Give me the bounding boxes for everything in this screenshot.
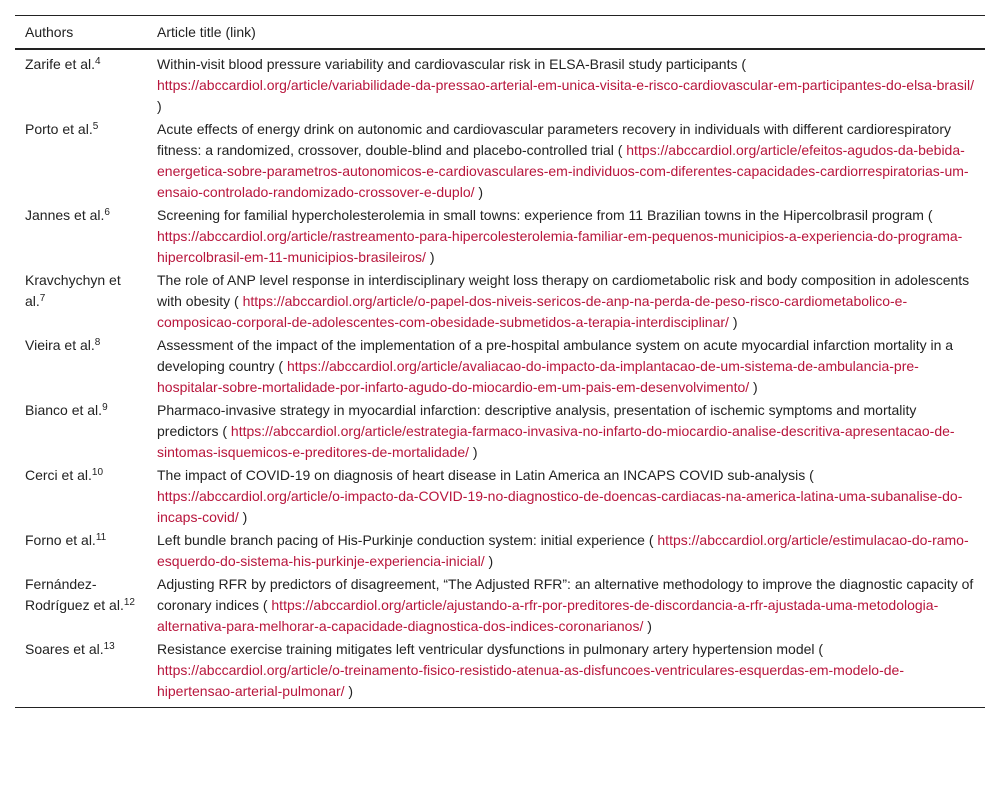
table-row — [15, 49, 985, 118]
article-link[interactable]: https://abccardiol.org/article/ajustando-a-rfr-por-preditores-de-discordancia-a-rfr-ajustada-uma-metodologia-alternativa-para-melhorar-a-capacidade-diagnostica-dos-indices-coronarianos/ — [157, 597, 939, 634]
author-cell — [15, 269, 147, 334]
author-name: Kravchychyn et al. — [25, 272, 121, 309]
article-link[interactable]: https://abccardiol.org/article/efeitos-agudos-da-bebida-energetica-sobre-parametros-autonomicos-e-cardiovasculares-em-individuos-com-diferentes-capacidades-cardiorrespiratorias-um-ensaio-controlado-randomizado-crossover-e-duplo/ — [157, 142, 969, 200]
author-cell — [15, 334, 147, 399]
author-name: Cerci et al. — [25, 467, 92, 483]
table-row — [15, 464, 985, 529]
article-title: Left bundle branch pacing of His-Purkinje conduction system: initial experience — [157, 532, 645, 548]
title-cell: The impact of COVID-19 on diagnosis of heart disease in Latin America an INCAPS COVID sub-analysis ( https://abccardiol.org/article/o-impacto-da-COVID-19-no-diagnostico-de-doencas-cardiacas-na-america-latina-uma-subanalise-do-incaps-covid/ ) — [157, 467, 963, 525]
author-cell — [15, 638, 147, 708]
article-link[interactable]: https://abccardiol.org/article/estrategia-farmaco-invasiva-no-infarto-do-miocardio-analise-descritiva-apresentacao-de-sintomas-isquemicos-e-preditores-de-mortalidade/ — [157, 423, 955, 460]
author-name: Vieira et al. — [25, 337, 95, 353]
article-link[interactable]: https://abccardiol.org/article/variabilidade-da-pressao-arterial-em-unica-visita-e-risco-cardiovascular-em-participantes-do-elsa-brasil/ — [157, 77, 974, 93]
reference-number: 7 — [39, 293, 46, 304]
reference-number: 6 — [104, 207, 110, 218]
article-link[interactable]: https://abccardiol.org/article/o-treinamento-fisico-resistido-atenua-as-disfuncoes-ventriculares-esquerdas-em-modelo-de-hipertensao-arterial-pulmonar/ — [157, 662, 904, 699]
reference-number: 13 — [103, 641, 115, 652]
table-row — [15, 118, 985, 204]
author-name: Zarife et al. — [25, 56, 96, 72]
reference-number: 10 — [91, 467, 104, 478]
author-name: Jannes et al. — [25, 207, 105, 223]
article-title: The role of ANP level response in interdisciplinary weight loss therapy on cardiometabolic risk and body composition in adolescents with obesity — [157, 272, 970, 309]
title-cell: Resistance exercise training mitigates left ventricular dysfunctions in pulmonary artery hypertension model ( https://abccardiol.org/article/o-treinamento-fisico-resistido-atenua-as-disfuncoes-ventriculares-esquerdas-em-modelo-de-hipertensao-arterial-pulmonar/ ) — [157, 641, 904, 699]
table-row — [15, 573, 985, 638]
article-title: Within-visit blood pressure variability and cardiovascular risk in ELSA-Brasil study participants — [157, 56, 738, 72]
author-cell — [15, 118, 147, 204]
article-title: Screening for familial hypercholesterolemia in small towns: experience from 11 Brazilian towns in the Hipercolbrasil program — [157, 207, 924, 223]
author-cell — [15, 573, 147, 638]
author-cell — [15, 464, 147, 529]
table-row — [15, 269, 985, 334]
reference-number: 4 — [95, 56, 101, 67]
title-cell: Screening for familial hypercholesterolemia in small towns: experience from 11 Brazilian towns in the Hipercolbrasil program ( https://abccardiol.org/article/rastreamento-para-hipercolesterolemia-familiar-em-pequenos-municipios-a-experiencia-do-programa-hipercolbrasil-em-11-municipios-brasileiros/ ) — [157, 207, 963, 265]
authors-header: Authors — [15, 16, 147, 50]
article-link[interactable]: https://abccardiol.org/article/avaliacao-do-impacto-da-implantacao-de-um-sistema-de-ambulancia-pre-hospitalar-sobre-mortalidade-por-infarto-agudo-do-miocardio-em-um-pais-em-desenvolvimento/ — [157, 358, 919, 395]
article-title: Resistance exercise training mitigates left ventricular dysfunctions in pulmonary artery hypertension model — [157, 641, 815, 657]
author-cell — [15, 399, 147, 464]
title-header: Article title (link) — [147, 16, 985, 50]
title-cell: Pharmaco-invasive strategy in myocardial infarction: descriptive analysis, presentation of ischemic symptoms and mortality predictors ( https://abccardiol.org/article/estrategia-farmaco-invasiva-no-infarto-do-miocardio-analise-descritiva-apresentacao-de-sintomas-isquemicos-e-preditores-de-mortalidade/ ) — [157, 402, 955, 460]
table-row — [15, 204, 985, 269]
title-cell: The role of ANP level response in interdisciplinary weight loss therapy on cardiometabolic risk and body composition in adolescents with obesity ( https://abccardiol.org/article/o-papel-dos-niveis-sericos-de-anp-na-perda-de-peso-risco-cardiometabolico-e-composicao-corporal-de-adolescentes-com-obesidade-submetidos-a-terapia-interdisciplinar/ ) — [157, 272, 970, 330]
title-cell: Left bundle branch pacing of His-Purkinje conduction system: initial experience ( https://abccardiol.org/article/estimulacao-do-ramo-esquerdo-do-sistema-his-purkinje-experiencia-inicial/ ) — [157, 532, 969, 569]
author-name: Bianco et al. — [25, 402, 103, 418]
article-link[interactable]: https://abccardiol.org/article/o-papel-dos-niveis-sericos-de-anp-na-perda-de-peso-risco-cardiometabolico-e-composicao-corporal-de-adolescentes-com-obesidade-submetidos-a-terapia-interdisciplinar/ — [157, 293, 908, 330]
title-cell: Adjusting RFR by predictors of disagreement, “The Adjusted RFR”: an alternative methodology to improve the diagnostic capacity of coronary indices ( https://abccardiol.org/article/ajustando-a-rfr-por-preditores-de-discordancia-a-rfr-ajustada-uma-metodologia-alternativa-para-melhorar-a-capacidade-diagnostica-dos-indices-coronarianos/ ) — [157, 576, 974, 634]
reference-number: 12 — [123, 597, 135, 608]
article-link[interactable]: https://abccardiol.org/article/rastreamento-para-hipercolesterolemia-familiar-em-pequenos-municipios-a-experiencia-do-programa-hipercolbrasil-em-11-municipios-brasileiros/ — [157, 228, 963, 265]
author-cell — [15, 529, 147, 573]
article-title: Assessment of the impact of the implementation of a pre-hospital ambulance system on acute myocardial infarction mortality in a developing country — [157, 337, 954, 374]
articles-table — [15, 15, 985, 708]
article-link[interactable]: https://abccardiol.org/article/o-impacto-da-COVID-19-no-diagnostico-de-doencas-cardiacas-na-america-latina-uma-subanalise-do-incaps-covid/ — [157, 488, 963, 525]
author-name: Soares et al. — [25, 641, 104, 657]
article-title: Pharmaco-invasive strategy in myocardial infarction: descriptive analysis, presentation of ischemic symptoms and mortality predictors — [157, 402, 917, 439]
header-row — [15, 16, 985, 50]
title-cell: Assessment of the impact of the implementation of a pre-hospital ambulance system on acute myocardial infarction mortality in a developing country ( https://abccardiol.org/article/avaliacao-do-impacto-da-implantacao-de-um-sistema-de-ambulancia-pre-hospitalar-sobre-mortalidade-por-infarto-agudo-do-miocardio-em-um-pais-em-desenvolvimento/ ) — [157, 337, 954, 395]
article-title: The impact of COVID-19 on diagnosis of heart disease in Latin America an INCAPS COVID sub-analysis — [157, 467, 806, 483]
table-row — [15, 399, 985, 464]
title-cell: Acute effects of energy drink on autonomic and cardiovascular parameters recovery in individuals with different cardiorespiratory fitness: a randomized, crossover, double-blind and placebo-controlled trial ( https://abccardiol.org/article/efeitos-agudos-da-bebida-energetica-sobre-parametros-autonomicos-e-cardiovasculares-em-individuos-com-diferentes-capacidades-cardiorrespiratorias-um-ensaio-controlado-randomizado-crossover-e-duplo/ ) — [157, 121, 969, 200]
reference-number: 5 — [92, 121, 99, 132]
article-link[interactable]: https://abccardiol.org/article/estimulacao-do-ramo-esquerdo-do-sistema-his-purkinje-experiencia-inicial/ — [157, 532, 969, 569]
reference-number: 8 — [94, 337, 101, 348]
reference-number: 11 — [95, 532, 107, 543]
table-row — [15, 334, 985, 399]
title-cell: Within-visit blood pressure variability and cardiovascular risk in ELSA-Brasil study participants ( https://abccardiol.org/article/variabilidade-da-pressao-arterial-em-unica-visita-e-risco-cardiovascular-em-participantes-do-elsa-brasil/ ) — [157, 56, 974, 114]
author-name: Fernández-Rodríguez et al. — [25, 576, 124, 613]
reference-number: 9 — [102, 402, 108, 413]
table-row — [15, 638, 985, 708]
table-row — [15, 529, 985, 573]
author-name: Porto et al. — [25, 121, 93, 137]
article-title: Acute effects of energy drink on autonomic and cardiovascular parameters recovery in individuals with different cardiorespiratory fitness: a randomized, crossover, double-blind and placebo-controlled trial — [157, 121, 951, 158]
author-cell — [15, 204, 147, 269]
author-cell — [15, 49, 147, 118]
article-title: Adjusting RFR by predictors of disagreement, “The Adjusted RFR”: an alternative methodology to improve the diagnostic capacity of coronary indices — [157, 576, 974, 613]
author-name: Forno et al. — [25, 532, 96, 548]
